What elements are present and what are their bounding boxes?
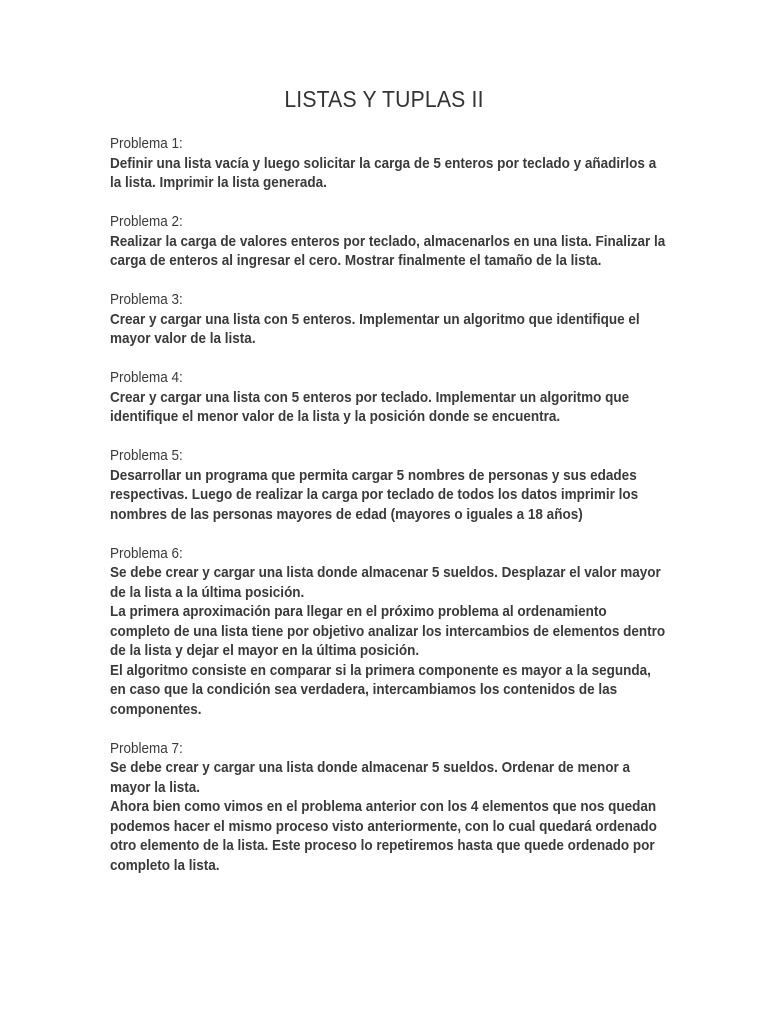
problem-text: Definir una lista vacía y luego solicitar la carga de 5 enteros por teclado y añadirlos a la lista. Imprimir la lista generada.: [110, 154, 657, 191]
problem-1: [110, 134, 670, 193]
problems-list: [110, 134, 670, 895]
problem-text: La primera aproximación para llegar en el próximo problema al ordenamiento completo de una lista tiene por objetivo analizar los intercambios de elementos dentro de la lista y dejar el mayor en la última posición.: [110, 603, 666, 659]
problem-7: [110, 739, 670, 876]
problem-2: [110, 212, 670, 271]
problem-heading: Problema 2:: [110, 213, 183, 230]
problem-4: [110, 368, 670, 427]
problem-heading: Problema 5:: [110, 447, 183, 464]
problem-heading: Problema 1:: [110, 135, 183, 152]
problem-heading: Problema 3:: [110, 291, 183, 308]
problem-text: Ahora bien como vimos en el problema anterior con los 4 elementos que nos quedan podemos hacer el mismo proceso visto anteriormente, con lo cual quedará ordenado otro elemento de la lista. Este proceso lo repetiremos hasta que quede ordenado por completo la lista.: [110, 798, 657, 874]
problem-3: [110, 290, 670, 349]
problem-5: [110, 446, 670, 524]
problem-text: Realizar la carga de valores enteros por teclado, almacenarlos en una lista. Finalizar la carga de enteros al ingresar el cero. Mostrar finalmente el tamaño de la lista.: [110, 232, 666, 269]
problem-text: El algoritmo consiste en comparar si la primera componente es mayor a la segunda, en caso que la condición sea verdadera, intercambiamos los contenidos de las componentes.: [110, 661, 651, 718]
problem-text: Se debe crear y cargar una lista donde almacenar 5 sueldos. Ordenar de menor a mayor la lista.: [110, 759, 630, 796]
problem-text: Crear y cargar una lista con 5 enteros por teclado. Implementar un algoritmo que identifique el menor valor de la lista y la posición donde se encuentra.: [110, 388, 630, 425]
problem-text: Crear y cargar una lista con 5 enteros. Implementar un algoritmo que identifique el mayor valor de la lista.: [110, 310, 640, 347]
document-title: LISTAS Y TUPLAS II: [284, 86, 484, 112]
problem-text: Desarrollar un programa que permita cargar 5 nombres de personas y sus edades respectivas. Luego de realizar la carga por teclado de todos los datos imprimir los nombres de las personas mayores de edad (mayores o iguales a 18 años): [110, 466, 639, 523]
problem-heading: Problema 4:: [110, 369, 183, 386]
problem-text: Se debe crear y cargar una lista donde almacenar 5 sueldos. Desplazar el valor mayor de la lista a la última posición.: [110, 564, 661, 601]
problem-heading: Problema 6:: [110, 544, 183, 562]
problem-6: [110, 544, 670, 720]
problem-heading: Problema 7:: [110, 739, 183, 757]
